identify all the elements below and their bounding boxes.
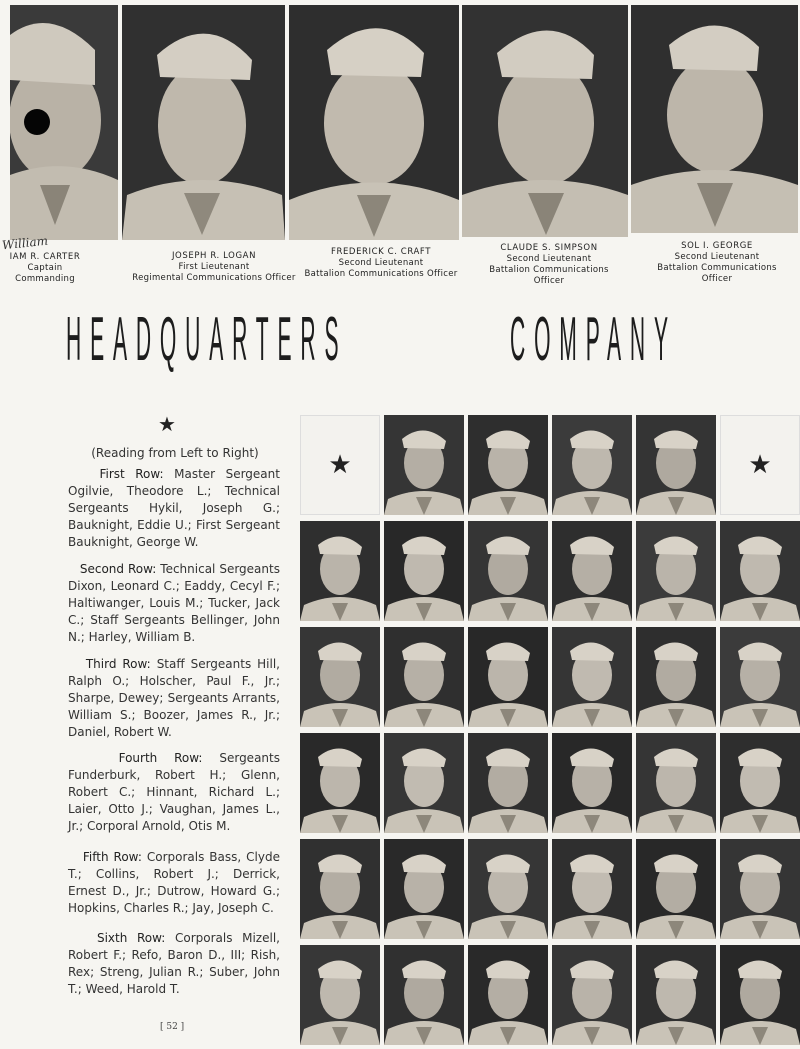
enlisted-portrait — [384, 733, 464, 833]
enlisted-portrait — [300, 839, 380, 939]
officer-name: IAM R. CARTER — [9, 252, 81, 262]
roster-row-5 — [68, 849, 280, 917]
enlisted-portrait — [720, 945, 800, 1045]
enlisted-portrait — [384, 415, 464, 515]
officer-rank: Second Lieutenant — [506, 254, 592, 264]
officer-role: Battalion Communications Officer — [304, 269, 458, 279]
star-ornament: ★ — [158, 412, 176, 436]
officer-rank: Second Lieutenant — [674, 252, 760, 262]
officer-photo-5 — [631, 5, 798, 233]
enlisted-portrait — [636, 945, 716, 1045]
enlisted-portrait — [636, 521, 716, 621]
enlisted-portrait — [384, 839, 464, 939]
grid-star-cell — [720, 415, 800, 515]
title-word-company: COMPANY — [510, 305, 677, 374]
page-number: [ 52 ] — [160, 1022, 185, 1032]
roster-row-label: Second Row: — [79, 562, 157, 576]
enlisted-portrait — [468, 415, 548, 515]
enlisted-portrait — [468, 945, 548, 1045]
officer-name: JOSEPH R. LOGAN — [171, 251, 257, 261]
roster-row-2 — [68, 561, 280, 646]
officer-caption-1 — [0, 252, 90, 285]
enlisted-photo-grid — [300, 415, 800, 1049]
enlisted-portrait — [552, 521, 632, 621]
enlisted-portrait — [720, 521, 800, 621]
officer-role: Battalion Communications — [657, 263, 777, 273]
officer-name: CLAUDE S. SIMPSON — [500, 243, 598, 253]
officer-photo-2 — [122, 5, 285, 240]
officer-photo-4 — [462, 5, 628, 237]
officer-caption-5 — [652, 241, 782, 285]
star-ornament: ★ — [328, 450, 352, 480]
enlisted-portrait — [468, 521, 548, 621]
enlisted-portrait — [552, 945, 632, 1045]
enlisted-portrait — [468, 627, 548, 727]
reading-direction: (Reading from Left to Right) — [91, 446, 259, 460]
roster-row-label: First Row: — [99, 467, 164, 481]
roster-row-text: Corporals Mizell, Robert F.; Refo, Baron D., III; Rish, Rex; Streng, Julian R.; Suber, John T.; Weed, Harold T. — [68, 931, 280, 996]
officer-role: Battalion Communications — [489, 265, 609, 275]
roster-row-label: Fourth Row: — [118, 751, 203, 765]
officer-rank: First Lieutenant — [178, 262, 250, 272]
enlisted-portrait — [720, 839, 800, 939]
enlisted-portrait — [552, 839, 632, 939]
enlisted-portrait — [300, 521, 380, 621]
roster-row-text: Staff Sergeants Hill, Ralph O.; Holscher, Paul F., Jr.; Sharpe, Dewey; Sergeants Arrants, William S.; Boozer, James R., Jr.; Daniel, Robert W. — [68, 657, 280, 739]
roster-row-label: Sixth Row: — [96, 931, 166, 945]
punch-hole — [24, 109, 50, 135]
star-ornament: ★ — [748, 450, 772, 480]
roster-row-6 — [68, 930, 280, 998]
grid-star-cell — [300, 415, 380, 515]
enlisted-portrait — [636, 415, 716, 515]
enlisted-portrait — [636, 839, 716, 939]
officer-rank: Second Lieutenant — [338, 258, 424, 268]
officer-name: FREDERICK C. CRAFT — [330, 247, 432, 257]
officer-photo-3 — [289, 5, 459, 240]
enlisted-portrait — [552, 627, 632, 727]
enlisted-portrait — [636, 627, 716, 727]
enlisted-portrait — [720, 627, 800, 727]
enlisted-portrait — [300, 627, 380, 727]
enlisted-portrait — [552, 415, 632, 515]
officer-role-cont: Officer — [533, 276, 565, 286]
roster-row-text: Master Sergeant Ogilvie, Theodore L.; Technical Sergeants Hykil, Joseph G.; Bauknight, Eddie U.; First Sergeant Bauknight, George W. — [68, 467, 280, 549]
enlisted-portrait — [384, 521, 464, 621]
roster-row-text: Sergeants Funderburk, Robert H.; Glenn, Robert C.; Hinnant, Richard L.; Laier, Otto J.; Vaughan, James L., Jr.; Corporal Arnold, Otis M. — [68, 751, 280, 833]
officer-name: SOL I. GEORGE — [681, 241, 753, 251]
page-title — [0, 300, 800, 380]
enlisted-portrait — [384, 627, 464, 727]
roster-row-label: Fifth Row: — [82, 850, 142, 864]
officer-role-cont: Officer — [701, 274, 733, 284]
enlisted-portrait — [384, 945, 464, 1045]
roster-row-3 — [68, 656, 280, 741]
officer-rank: Captain — [27, 263, 63, 273]
roster-row-label: Third Row: — [85, 657, 151, 671]
enlisted-portrait — [720, 733, 800, 833]
roster-row-4 — [68, 750, 280, 835]
title-word-headquarters: HEADQUARTERS — [66, 305, 348, 374]
officer-caption-3 — [300, 247, 462, 280]
officer-caption-2 — [130, 251, 298, 284]
enlisted-portrait — [300, 733, 380, 833]
officer-caption-4 — [483, 243, 615, 287]
enlisted-portrait — [300, 945, 380, 1045]
enlisted-portrait — [468, 733, 548, 833]
officer-role: Regimental Communications Officer — [132, 273, 296, 283]
roster-row-text: Technical Sergeants Dixon, Leonard C.; Eaddy, Cecyl F.; Haltiwanger, Louis M.; Tucker, Jack C.; Staff Sergeants Bellinger, John N.; Harley, William B. — [68, 562, 280, 644]
enlisted-portrait — [636, 733, 716, 833]
roster-row-text: Corporals Bass, Clyde T.; Collins, Robert J.; Derrick, Ernest D., Jr.; Dutrow, Howard G.; Hopkins, Charles R.; Jay, Joseph C. — [68, 850, 280, 915]
enlisted-portrait — [552, 733, 632, 833]
officer-role: Commanding — [15, 274, 75, 284]
roster-row-1 — [68, 466, 280, 551]
handwritten-note: William — [1, 233, 49, 253]
enlisted-portrait — [468, 839, 548, 939]
